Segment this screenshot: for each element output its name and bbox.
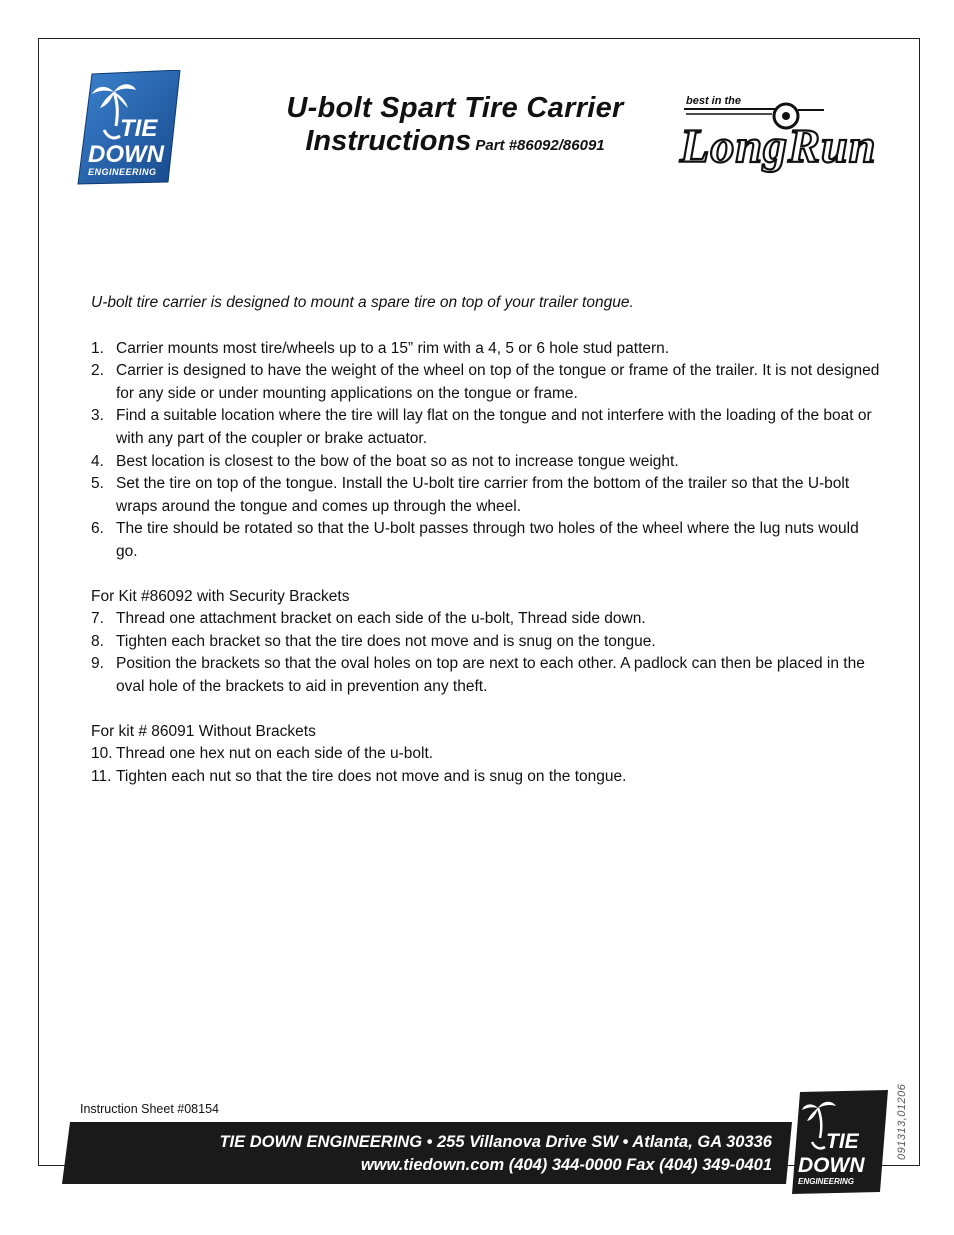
list-item	[91, 405, 881, 450]
steps-main-list	[91, 338, 881, 564]
list-item	[91, 608, 881, 631]
step-text: Position the brackets so that the oval holes on top are next to each other. A padlock can then be placed in the oval hole of the brackets to aid in prevention any theft.	[116, 655, 865, 695]
step-number: 7.	[91, 610, 104, 628]
list-item	[91, 451, 881, 474]
badge-big-text: LongRun	[680, 120, 877, 173]
step-number: 8.	[91, 632, 104, 650]
step-text: Carrier mounts most tire/wheels up to a 15” rim with a 4, 5 or 6 hole stud pattern.	[116, 339, 670, 357]
logo-tie-text: TIE	[120, 115, 158, 142]
step-number: 2.	[91, 362, 104, 380]
step-text: The tire should be rotated so that the U-bolt passes through two holes of the wheel where the lug nuts would go.	[116, 520, 859, 560]
footer-address	[219, 1131, 772, 1177]
step-text: Find a suitable location where the tire will lay flat on the tongue and not interfere with the loading of the boat or with any part of the coupler or brake actuator.	[116, 407, 872, 447]
step-number: 1.	[91, 339, 104, 357]
footer-logo-down: DOWN	[798, 1154, 865, 1177]
footer-logo-tie: TIE	[826, 1130, 859, 1153]
step-text: Best location is closest to the bow of the boat so as not to increase tongue weight.	[116, 452, 679, 470]
list-item	[91, 360, 881, 405]
tie-down-logo	[74, 70, 184, 188]
list-item	[91, 743, 881, 766]
footer-line-1: TIE DOWN ENGINEERING • 255 Villanova Drive SW • Atlanta, GA 30336	[219, 1133, 772, 1151]
step-text: Thread one hex nut on each side of the u-bolt.	[116, 745, 434, 763]
section-heading: For kit # 86091 Without Brackets	[91, 722, 316, 740]
step-text: Tighten each nut so that the tire does not move and is snug on the tongue.	[116, 767, 627, 785]
logo-down-text: DOWN	[88, 141, 164, 168]
document-code: 091313,01206	[896, 1083, 908, 1160]
badge-small-text: best in the	[686, 95, 742, 107]
step-number: 5.	[91, 475, 104, 493]
title-line-1: U-bolt Spart Tire Carrier	[286, 92, 624, 124]
list-item	[91, 631, 881, 654]
step-text: Set the tire on top of the tongue. Install the U-bolt tire carrier from the bottom of the trailer so that the U-bolt wraps around the tongue and comes up through the wheel.	[116, 475, 850, 515]
step-number: 4.	[91, 452, 104, 470]
section-security-brackets	[91, 586, 881, 699]
footer-logo-engineering: ENGINEERING	[798, 1177, 855, 1186]
longrun-badge	[676, 90, 902, 176]
list-item	[91, 518, 881, 563]
section-without-brackets	[91, 721, 881, 789]
part-number: Part #86092/86091	[475, 137, 605, 154]
steps-section-a-list	[91, 608, 881, 698]
instruction-sheet-number: Instruction Sheet #08154	[80, 1102, 219, 1116]
step-number: 6.	[91, 520, 104, 538]
title-line-2	[240, 124, 670, 163]
step-number: 3.	[91, 407, 104, 425]
section-heading: For Kit #86092 with Security Brackets	[91, 587, 350, 605]
footer-bar	[62, 1122, 792, 1186]
list-item	[91, 473, 881, 518]
title-instructions: Instructions	[305, 125, 472, 157]
intro-text: U-bolt tire carrier is designed to mount a spare tire on top of your trailer tongue.	[91, 294, 634, 311]
instructions-body	[91, 292, 881, 788]
step-number: 10.	[91, 745, 113, 763]
step-text: Carrier is designed to have the weight of the wheel on top of the tongue or frame of the trailer. It is not designed for any side or under mounting applications on the tongue or frame.	[116, 362, 880, 402]
page-title	[240, 92, 670, 163]
footer-tie-down-logo	[790, 1090, 890, 1194]
list-item	[91, 338, 881, 361]
list-item	[91, 653, 881, 698]
step-number: 11.	[91, 767, 112, 785]
logo-engineering-text: ENGINEERING	[88, 167, 157, 177]
step-text: Thread one attachment bracket on each side of the u-bolt, Thread side down.	[116, 610, 646, 628]
step-text: Tighten each bracket so that the tire does not move and is snug on the tongue.	[116, 632, 656, 650]
list-item	[91, 766, 881, 789]
steps-section-b-list	[91, 743, 881, 788]
step-number: 9.	[91, 655, 104, 673]
footer-line-2: www.tiedown.com (404) 344-0000 Fax (404) 349-0401	[360, 1156, 772, 1174]
